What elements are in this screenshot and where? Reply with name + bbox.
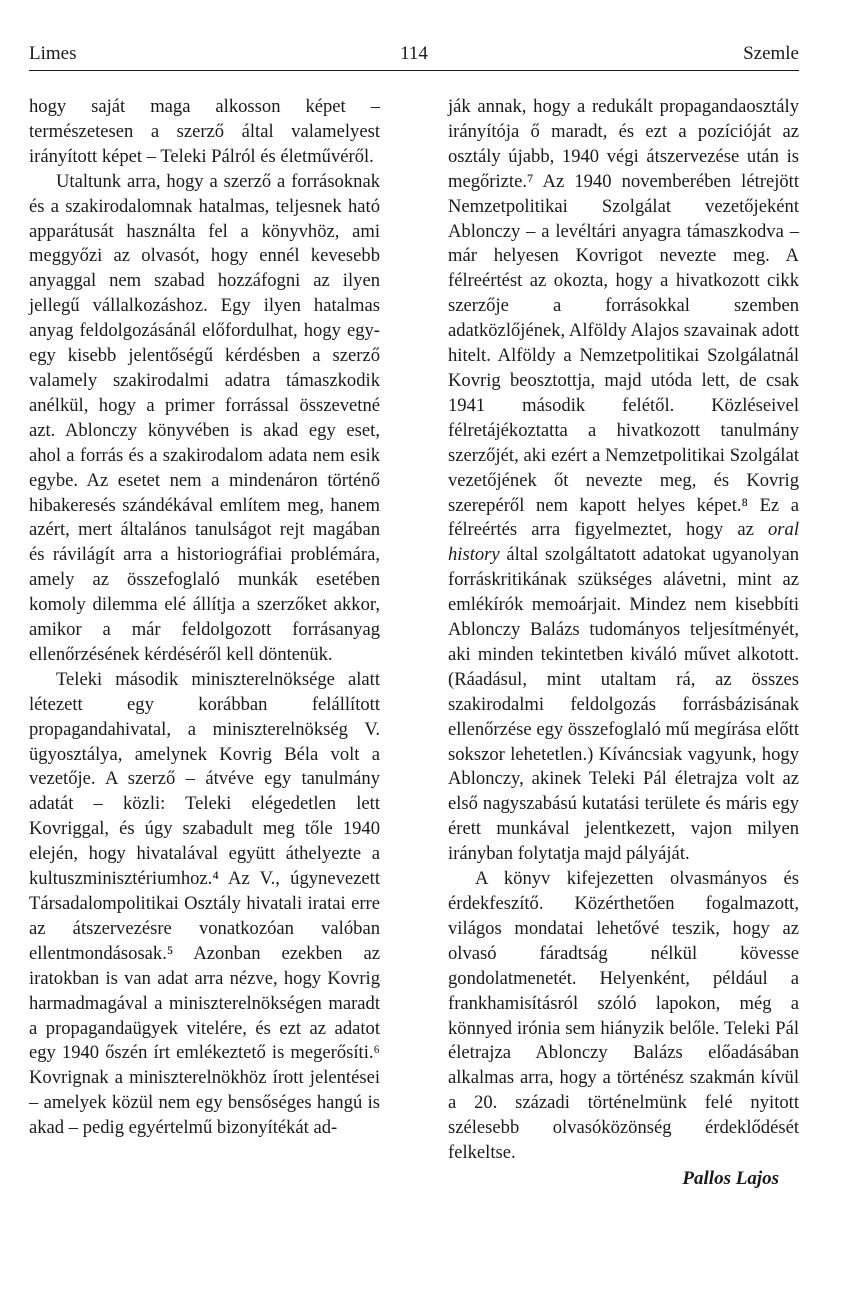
right-column [448, 95, 799, 1191]
section-title: Szemle [743, 43, 799, 64]
paragraph: hogy saját maga alkosson képet – természetesen a szerző által valamelyest irányított képet – Teleki Pálról és életművéről. [29, 96, 380, 167]
paragraph-text: ják annak, hogy a redukált propagandaosztály irányítója ő maradt, és ezt a pozícióját az osztály újabb, 1940 végi átszervezése után is megőrizte.⁷ Az 1940 novemberében létrejött Nemzetpolitikai Szolgálat vezetőjeként Ablonczy – a levéltári anyagra támaszkodva – már helyesen Kovrigot nevezte meg. A félreértést az okozta, hogy a hivatkozott cikk szerzője a forrásokkal szemben adatközlőjének, Alföldy Alajos szavainak adott hitelt. Alföldy a Nemzetpolitikai Szolgálatnál Kovrig beosztottja, majd utóda lett, de csak 1941 második felétől. Közléseivel félretájékoztatta a hivatkozott tanulmány szerzőjét, aki ezért a Nemzetpolitikai Szolgálat vezetőjének őt nevezte meg, és Kovrig szerepéről nem kapott helyes képet.⁸ Ez a félreértés arra figyelmeztet, hogy az [448, 96, 799, 541]
paragraph: A könyv kifejezetten olvasmányos és érdekfeszítő. Közérthetően fogalmazott, világos mondatai lehetővé teszik, hogy az olvasó fáradtság nélkül kövesse gondolatmenetét. Helyenként, például a frankhamisításról szóló lapokon, még a könnyed irónia sem hiányzik belőle. Teleki Pál életrajza Ablonczy Balázs előadásában alkalmas arra, hogy a történész szakmán kívül a 20. századi történelmünk felé nyitott szélesebb olvasóközönség érdeklődését felkeltse. [448, 868, 799, 1164]
header-rule [29, 70, 799, 71]
running-header [29, 40, 799, 68]
author-signature: Pallos Lajos [682, 1167, 779, 1189]
page-number: 114 [400, 43, 428, 64]
emphasis-term: oral history [448, 519, 799, 566]
paragraph: Utaltunk arra, hogy a szerző a forrásoknak és a szakirodalomnak hatalmas, teljesnek ható apparátusát használta fel a könyvhöz, ami meggyőzi az olvasót, hogy ennél kevesebb anyaggal nem szabad hozzáfogni az ilyen jellegű vállalkozáshoz. Egy ilyen hatalmas anyag feldolgozásánál előfordulhat, hogy egy-egy kisebb jelentőségű kérdésben a szerző valamely szakirodalmi adatra támaszkodik anélkül, hogy a primer forrással összevetné azt. Ablonczy könyvében is akad egy eset, ahol a forrás és a szakirodalom adata nem esik egybe. Az esetet nem a mindenáron történő hibakeresés szándékával említem meg, hanem azért, mert általános tanulságot rejt magában és rávilágít arra a historiográfiai problémára, amely az összefoglaló munkák esetében komoly dilemma elé állítja a szerzőket akkor, amikor a már feldolgozott forrásanyag ellenőrzésének kérdéséről kell döntenük. [29, 170, 380, 665]
left-column [29, 95, 380, 1141]
paragraph-text: által szolgáltatott adatokat ugyanolyan forráskritikának szükséges alávetni, mint az emlékírók memoárjait. Mindez nem kisebbíti Ablonczy Balázs tudományos teljesítményét, aki minden tekintetben kiváló művet alkotott. (Ráadásul, mint utaltam rá, az összes szakirodalmi feldolgozás forrásbázisának ellenőrzése egy összefoglaló mű megírása előtt sokszor lehetetlen.) Kíváncsiak vagyunk, hogy Ablonczy, akinek Teleki Pál életrajza volt az első nagyszabású kutatási területe és máris egy érett munkával jelentkezett, vajon milyen irányban folytatja majd pályáját. [448, 544, 799, 865]
paragraph [448, 95, 799, 867]
paragraph: Teleki második miniszterelnöksége alatt létezett egy korábban felállított propagandahivatal, a miniszterelnökség V. ügyosztálya, amelynek Kovrig Béla volt a vezetője. A szerző – átvéve egy tanulmány adatát – közli: Teleki elégedetlen lett Kovriggal, és úgy szabadult meg tőle 1940 elején, hogy hivatalával együtt áthelyezte a kultuszminisztériumhoz.⁴ Az V., úgynevezett Társadalompolitikai Osztály hivatali iratai erre az átszervezésre vonatkozóan valóban ellentmondásosak.⁵ Azonban ezekben az iratokban is van adat arra nézve, hogy Kovrig harmadmagával a miniszterelnökségen maradt a propagandaügyek vitelére, és ezt az adatot egy 1940 őszén írt emlékeztető is megerősíti.⁶ Kovrignak a miniszterelnökhöz írott jelentései – amelyek közül nem egy bensőséges hangú is akad – pedig egyértelmű bizonyítékát ad- [29, 668, 380, 1139]
journal-title: Limes [29, 43, 77, 64]
